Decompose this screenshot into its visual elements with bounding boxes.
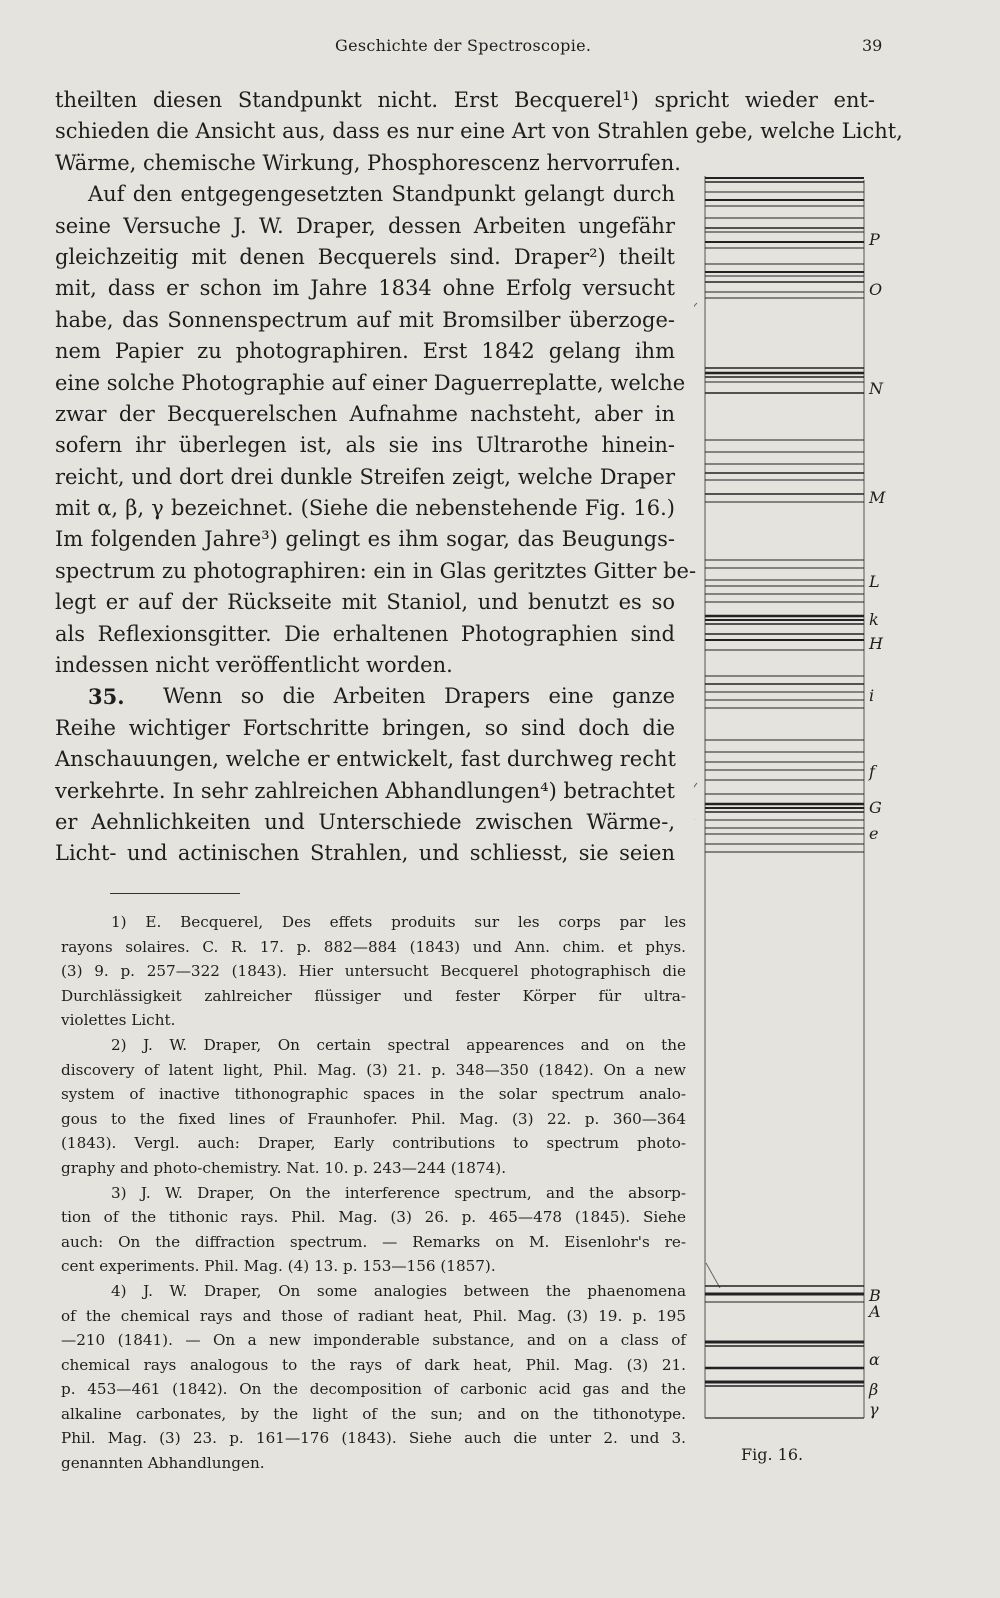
- body-line: Im folgenden Jahre³) gelingt es ihm sogar, das Beugungs-: [55, 527, 675, 552]
- body-line: Anschauungen, welche er entwickelt, fast durchweg recht: [55, 747, 676, 772]
- footnote-rule: [110, 893, 240, 894]
- body-line: als Reflexionsgitter. Die erhaltenen Photographien sind: [55, 621, 675, 646]
- body-line: spectrum zu photographiren: ein in Glas geritztes Gitter be-: [55, 558, 697, 583]
- footnote-line: violettes Licht.: [61, 1011, 176, 1030]
- page-number: 39: [862, 36, 883, 55]
- footnote-line: 3) J. W. Draper, On the interference spectrum, and the absorp-: [111, 1183, 686, 1202]
- spectrum-drawing: [694, 168, 894, 1468]
- footnote-line: gous to the fixed lines of Fraunhofer. Phil. Mag. (3) 22. p. 360—364: [61, 1109, 686, 1128]
- body-line: eine solche Photographie auf einer Daguerreplatte, welche: [55, 370, 686, 395]
- spectrum-line-label: i: [869, 686, 875, 705]
- spectrum-line-label: G: [869, 798, 882, 817]
- spectrum-line-label: H: [869, 634, 883, 653]
- body-line: mit α, β, γ bezeichnet. (Siehe die nebenstehende Fig. 16.): [55, 496, 675, 521]
- body-line: gleichzeitig mit denen Becquerels sind. Draper²) theilt: [55, 244, 675, 269]
- spectrum-line-label: O: [869, 280, 883, 299]
- spectrum-line-label: α: [869, 1350, 880, 1369]
- body-line: sofern ihr überlegen ist, als sie ins Ultrarothe hinein-: [55, 433, 675, 458]
- footnote-line: 1) E. Becquerel, Des effets produits sur les corps par les: [111, 913, 686, 931]
- spectrum-line-label: e: [869, 824, 879, 843]
- spectrum-figure: [694, 168, 894, 1468]
- body-line: nem Papier zu photographiren. Erst 1842 gelang ihm: [55, 339, 675, 364]
- body-line: zwar der Becquerelschen Aufnahme nachsteht, aber in: [55, 401, 675, 426]
- body-line: mit, dass er schon im Jahre 1834 ohne Erfolg versucht: [55, 276, 675, 301]
- body-line: schieden die Ansicht aus, dass es nur eine Art von Strahlen gebe, welche Licht,: [55, 119, 903, 144]
- footnote-line: cent experiments. Phil. Mag. (4) 13. p. 153—156 (1857).: [61, 1257, 496, 1276]
- body-line: seine Versuche J. W. Draper, dessen Arbeiten ungefähr: [55, 213, 675, 238]
- body-line: theilten diesen Standpunkt nicht. Erst Becquerel¹) spricht wieder ent-: [55, 88, 875, 112]
- running-title: Geschichte der Spectroscopie.: [335, 36, 592, 55]
- body-line: verkehrte. In sehr zahlreichen Abhandlungen⁴) betrachtet: [55, 778, 675, 803]
- spectrum-line-label: B: [869, 1286, 881, 1305]
- footnotes: [61, 910, 686, 1476]
- footnote-line: alkaline carbonates, by the light of the sun; and on the tithonotype.: [61, 1404, 686, 1423]
- section-first-line: [55, 681, 675, 712]
- footnote-line: of the chemical rays and those of radiant heat, Phil. Mag. (3) 19. p. 195: [61, 1306, 686, 1325]
- spectrum-line-label: A: [869, 1302, 881, 1321]
- body-line: Wenn so die Arbeiten Drapers eine ganze: [163, 684, 675, 709]
- spectrum-line-label: N: [869, 379, 883, 398]
- footnote-line: Phil. Mag. (3) 23. p. 161—176 (1843). Siehe auch die unter 2. und 3.: [61, 1429, 686, 1448]
- footnote-line: discovery of latent light, Phil. Mag. (3) 21. p. 348—350 (1842). On a new: [61, 1060, 686, 1079]
- footnote-line: graphy and photo-chemistry. Nat. 10. p. 243—244 (1874).: [61, 1158, 507, 1177]
- body-line: legt er auf der Rückseite mit Staniol, und benutzt es so: [55, 590, 675, 615]
- body-line: habe, das Sonnenspectrum auf mit Bromsilber überzoge-: [55, 307, 675, 332]
- spectrum-line-label: f: [869, 762, 875, 781]
- body-line: indessen nicht veröffentlicht worden.: [55, 653, 453, 678]
- footnote-line: chemical rays analogous to the rays of dark heat, Phil. Mag. (3) 21.: [61, 1355, 686, 1374]
- footnote-line: 4) J. W. Draper, On some analogies between the phaenomena: [111, 1281, 686, 1300]
- footnote-line: rayons solaires. C. R. 17. p. 882—884 (1843) und Ann. chim. et phys.: [61, 937, 686, 956]
- spectrum-line-label: M: [869, 488, 886, 507]
- footnote-line: —210 (1841). — On a new imponderable substance, and on a class of: [61, 1331, 686, 1350]
- section-number: 35.: [88, 684, 125, 710]
- footnote-line: p. 453—461 (1842). On the decomposition of carbonic acid gas and the: [61, 1380, 686, 1399]
- body-line: Auf den entgegengesetzten Standpunkt gelangt durch: [88, 182, 675, 207]
- body-line: Wärme, chemische Wirkung, Phosphorescenz hervorrufen.: [55, 150, 681, 175]
- footnote-line: genannten Abhandlungen.: [61, 1454, 265, 1473]
- footnote-line: 2) J. W. Draper, On certain spectral appearences and on the: [111, 1035, 686, 1054]
- spectrum-line-label: L: [869, 572, 880, 591]
- footnote-line: tion of the tithonic rays. Phil. Mag. (3) 26. p. 465—478 (1845). Siehe: [61, 1208, 686, 1227]
- footnote-line: auch: On the diffraction spectrum. — Remarks on M. Eisenlohr's re-: [61, 1232, 686, 1251]
- footnote-line: Durchlässigkeit zahlreicher flüssiger und fester Körper für ultra-: [61, 986, 686, 1005]
- footnote-line: (3) 9. p. 257—322 (1843). Hier untersucht Becquerel photographisch die: [61, 962, 686, 981]
- spectrum-line-label: β: [869, 1380, 879, 1399]
- body-line: reicht, und dort drei dunkle Streifen zeigt, welche Draper: [55, 464, 675, 489]
- footnote-line: (1843). Vergl. auch: Draper, Early contributions to spectrum photo-: [61, 1134, 686, 1153]
- spectrum-line-label: P: [869, 230, 880, 249]
- running-head: [0, 36, 1000, 60]
- spectrum-line-label: γ: [869, 1400, 879, 1419]
- body-line: Licht- und actinischen Strahlen, und schliesst, sie seien: [55, 841, 675, 866]
- body-line: Reihe wichtiger Fortschritte bringen, so sind doch die: [55, 715, 675, 740]
- footnote-line: system of inactive tithonographic spaces in the solar spectrum analo-: [61, 1085, 686, 1104]
- body-line: er Aehnlichkeiten und Unterschiede zwischen Wärme-,: [55, 809, 675, 834]
- spectrum-line-label: k: [869, 610, 879, 629]
- figure-caption: Fig. 16.: [741, 1445, 804, 1464]
